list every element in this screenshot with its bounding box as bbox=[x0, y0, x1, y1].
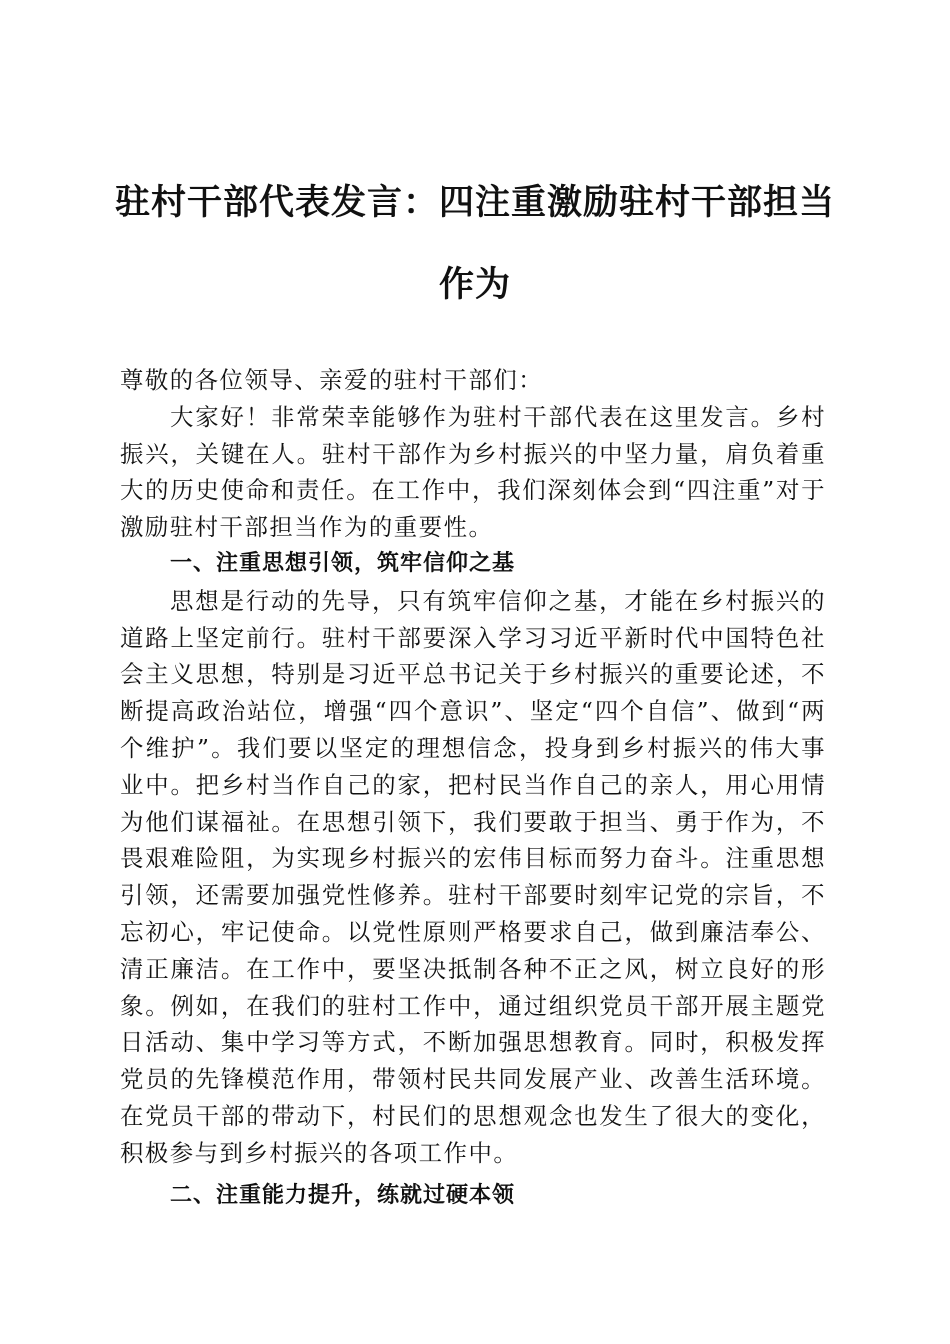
document-body bbox=[120, 362, 826, 1214]
document-title: 驻村干部代表发言：四注重激励驻村干部担当作为 bbox=[114, 182, 835, 305]
section-body-1: 思想是行动的先导，只有筑牢信仰之基，才能在乡村振兴的道路上坚定前行。驻村干部要深入学习习近平新时代中国特色社会主义思想，特别是习近平总书记关于乡村振兴的重要论述，不断提高政治站位，增强“四个意识”、坚定“四个自信”、做到“两个维护”。我们要以坚定的理想信念，投身到乡村振兴的伟大事业中。把乡村当作自己的家，把村民当作自己的亲人，用心用情为他们谋福祉。在思想引领下，我们要敢于担当、勇于作为，不畏艰难险阻，为实现乡村振兴的宏伟目标而努力奋斗。注重思想引领，还需要加强党性修养。驻村干部要时刻牢记党的宗旨，不忘初心，牢记使命。以党性原则严格要求自己，做到廉洁奉公、清正廉洁。在工作中，要坚决抵制各种不正之风，树立良好的形象。例如，在我们的驻村工作中，通过组织党员干部开展主题党日活动、集中学习等方式，不断加强思想教育。同时，积极发挥党员的先锋模范作用，带领村民共同发展产业、改善生活环境。在党员干部的带动下，村民们的思想观念也发生了很大的变化，积极参与到乡村振兴的各项工作中。 bbox=[120, 586, 826, 1167]
section-heading-2: 二、注重能力提升，练就过硬本领 bbox=[170, 1182, 516, 1208]
intro-paragraph: 大家好！非常荣幸能够作为驻村干部代表在这里发言。乡村振兴，关键在人。驻村干部作为乡村振兴的中坚力量，肩负着重大的历史使命和责任。在工作中，我们深刻体会到“四注重”对于激励驻村干部担当作为的重要性。 bbox=[120, 402, 826, 542]
section-heading-1: 一、注重思想引领，筑牢信仰之基 bbox=[170, 550, 516, 576]
salutation: 尊敬的各位领导、亲爱的驻村干部们： bbox=[120, 366, 544, 394]
